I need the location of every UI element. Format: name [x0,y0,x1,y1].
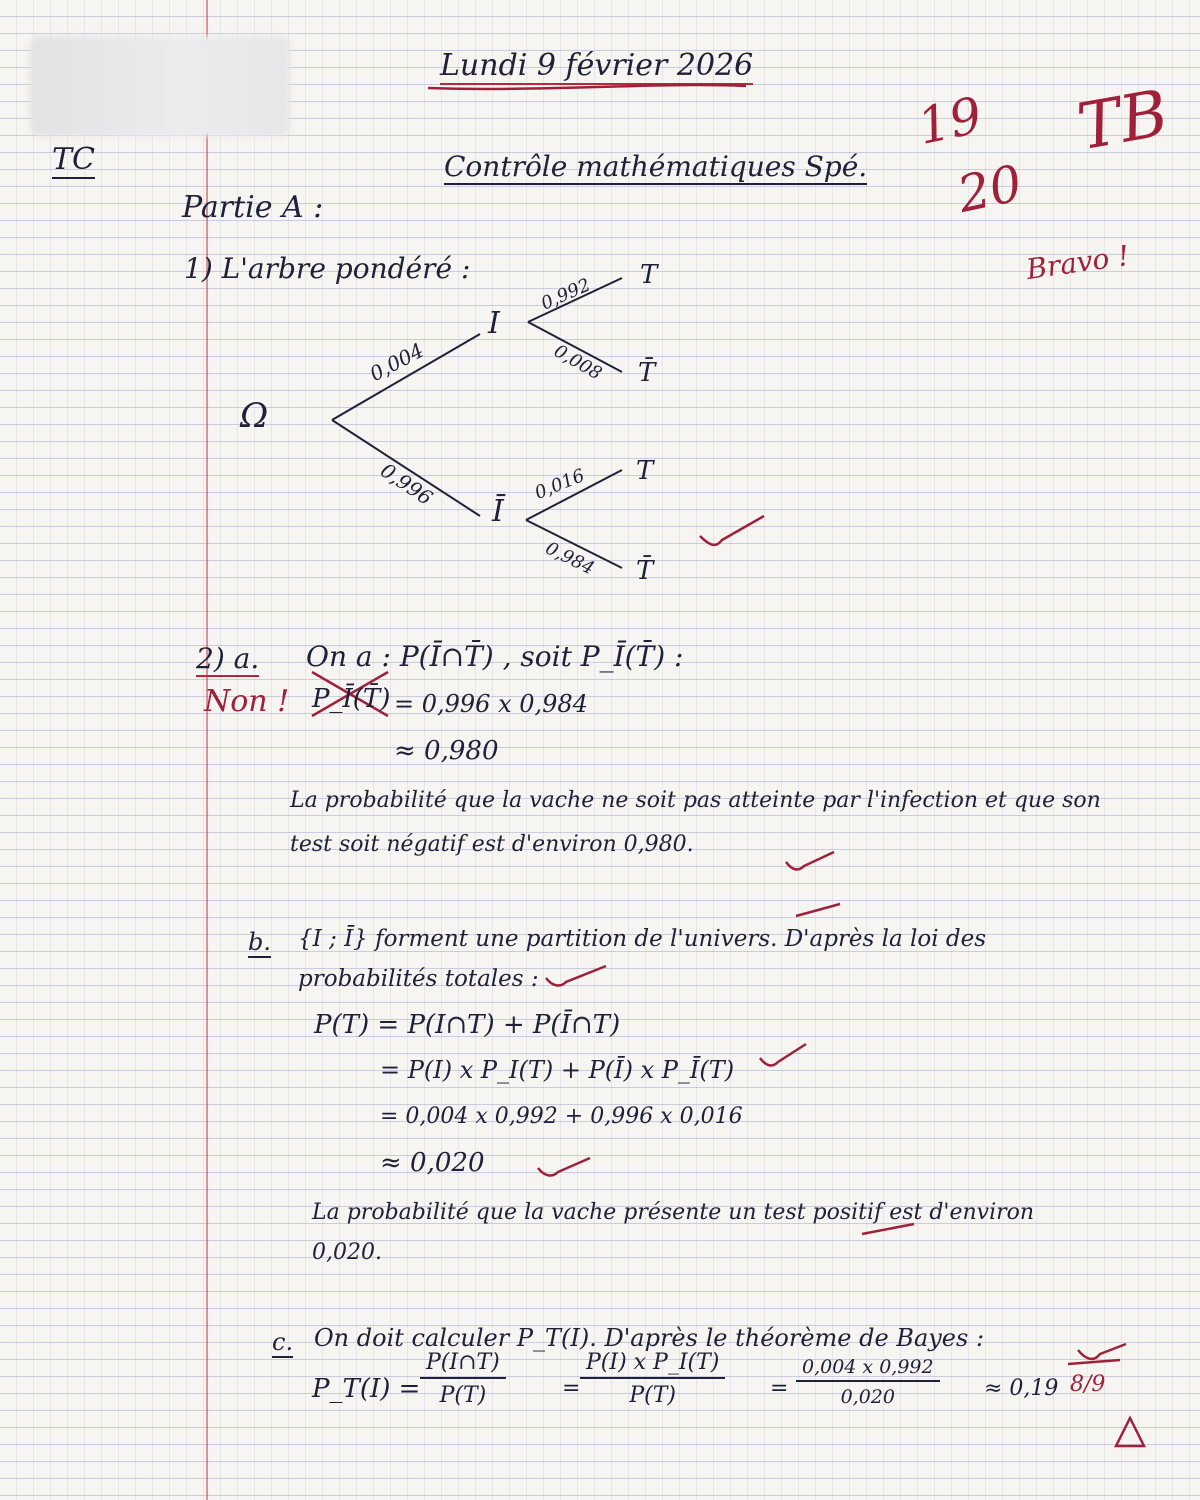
q2b-label: b. [248,928,271,956]
tree-prob-tbar-given-ibar: 0,984 [542,537,598,580]
score-denominator: 20 [952,154,1027,224]
bayes-fraction-1-numerator: P(I∩T) [420,1350,506,1379]
tree-prob-i-bar: 0,996 [376,458,438,510]
tree-prob-t-given-i: 0,992 [537,274,594,315]
q2b-eq2: = P(I) x P_I(T) + P(Ī) x P_Ī(T) [380,1056,735,1084]
bayes-fraction-2-numerator: P(I) x P_I(T) [580,1350,725,1379]
tree-node-i-bar: Ī [492,494,504,529]
tree-prob-i: 0,004 [365,337,428,387]
tree-node-t-1: T [640,260,658,290]
date: Lundi 9 février 2026 [440,48,754,83]
q2a-line3: ≈ 0,980 [394,736,499,766]
bayes-fraction-2-denominator: P(T) [629,1383,677,1408]
equals-sign-2: = [770,1376,789,1401]
q2a-sentence1: La probabilité que la vache ne soit pas atteinte par l'infection et que son [290,788,1101,813]
q2b-line1: {I ; Ī} forment une partition de l'univers. D'après la loi des [298,926,987,952]
q2b-eq3: = 0,004 x 0,992 + 0,996 x 0,016 [380,1104,743,1129]
q2a-line2: = 0,996 x 0,984 [394,690,588,718]
bayes-fraction-1 [420,1350,506,1408]
q2b-sentence1: La probabilité que la vache présente un test positif est d'environ [312,1200,1035,1225]
correction-note: Non ! [204,684,290,719]
tree-node-i: I [488,306,500,341]
equals-sign-1: = [562,1376,581,1401]
q2c-result: ≈ 0,19 [984,1376,1059,1401]
q2b-line2: probabilités totales : [298,966,539,992]
q2b-eq1: P(T) = P(I∩T) + P(Ī∩T) [314,1010,621,1040]
q2b-eq4: ≈ 0,020 [380,1148,485,1178]
q2c-result-correction: 8/9 [1070,1372,1106,1397]
q2c-label: c. [272,1328,294,1356]
tree-node-tbar-2: T̄ [636,556,654,586]
teacher-comment: Bravo ! [1024,238,1132,287]
page-title: Contrôle mathématiques Spé. [444,150,868,183]
q2a-label: 2) a. [196,642,260,675]
tree-root: Ω [240,396,269,436]
q2a-sentence2: test soit négatif est d'environ 0,980. [290,832,694,857]
part-a-title: Partie A : [182,190,324,225]
q2b-sentence2: 0,020. [312,1240,382,1265]
tree-node-tbar-1: T̄ [638,358,656,388]
q1-label: 1) L'arbre pondéré : [184,252,471,285]
bayes-fraction-1-denominator: P(T) [439,1383,487,1408]
q2a-line1: On a : P(Ī∩T̄) , soit P_Ī(T̄) : [306,640,684,673]
mention: TB [1072,76,1174,166]
bayes-fraction-2 [580,1350,725,1408]
tree-node-t-2: T [636,456,654,486]
tree-prob-tbar-given-i: 0,008 [550,340,606,385]
bayes-fraction-3-denominator: 0,020 [840,1386,895,1408]
score-numerator: 19 [912,86,987,156]
bayes-fraction-3-numerator: 0,004 x 0,992 [796,1356,940,1382]
q2a-crossed-term: P_Ī(T̄) [312,684,391,714]
class-label: TC [52,142,95,177]
bayes-fraction-3 [796,1356,940,1408]
q2c-lhs: P_T(I) = [312,1374,421,1404]
q2c-line1: On doit calculer P_T(I). D'après le théorème de Bayes : [314,1324,985,1352]
tree-prob-t-given-ibar: 0,016 [531,465,588,504]
